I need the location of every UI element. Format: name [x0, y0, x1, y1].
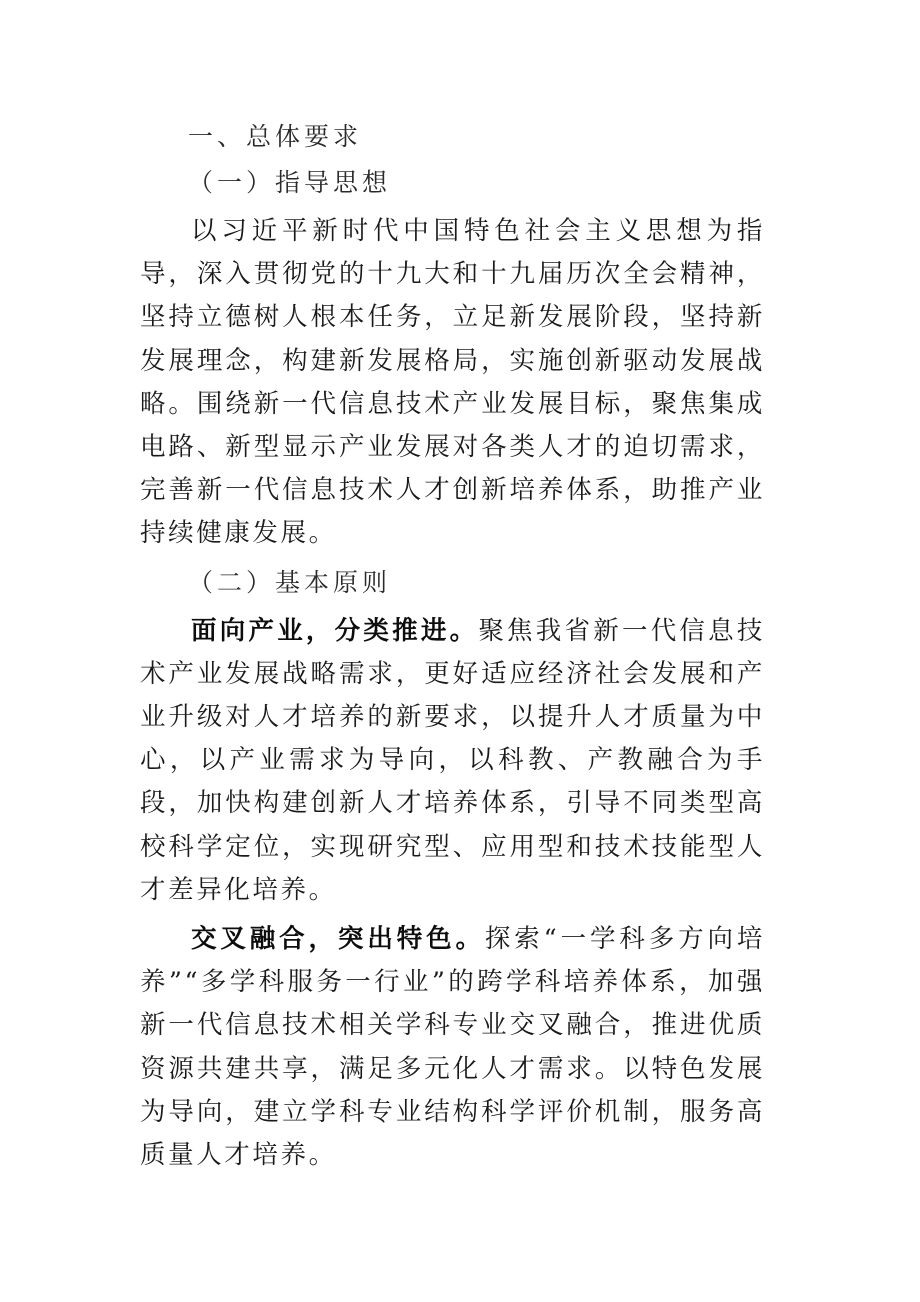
document-body — [140, 116, 765, 1183]
subsection-heading-basic-principles: （二）基本原则 — [188, 567, 392, 597]
paragraph-principle-industry — [140, 610, 765, 912]
paragraph-principle-integration — [140, 918, 765, 1177]
section-heading: 一、总体要求 — [188, 122, 363, 151]
principle-industry-body: 聚焦我省新一代信息技术产业发展战略需求，更好适应经济社会发展和产业升级对人才培养的新要求，以提升人才质量为中心，以产业需求为导向，以科教、产教融合为手段，加快构建创新人才培养体系，引导不同类型高校科学定位，实现研究型、应用型和技术技能型人才差异化培养。 — [140, 615, 765, 905]
principle-integration-body: 探索“一学科多方向培养”“多学科服务一行业”的跨学科培养体系，加强新一代信息技术相关学科专业交叉融合，推进优质资源共建共享，满足多元化人才需求。以特色发展为导向，建立学科专业结构科学评价机制，服务高质量人才培养。 — [140, 924, 765, 1171]
subsection-heading-guiding-ideology: （一）指导思想 — [188, 168, 392, 197]
principle-industry-title: 面向产业，分类推进。 — [191, 615, 479, 646]
paragraph-guiding-ideology: 以习近平新时代中国特色社会主义思想为指导，深入贯彻党的十九大和十九届历次全会精神，坚持立德树人根本任务，立足新发展阶段，坚持新发展理念，构建新发展格局，实施创新驱动发展战略。围绕新一代信息技术产业发展目标，聚焦集成电路、新型显示产业发展对各类人才的迫切需求，完善新一代信息技术人才创新培养体系，助推产业持续健康发展。 — [140, 216, 765, 549]
principle-integration-title: 交叉融合，突出特色。 — [191, 924, 485, 955]
